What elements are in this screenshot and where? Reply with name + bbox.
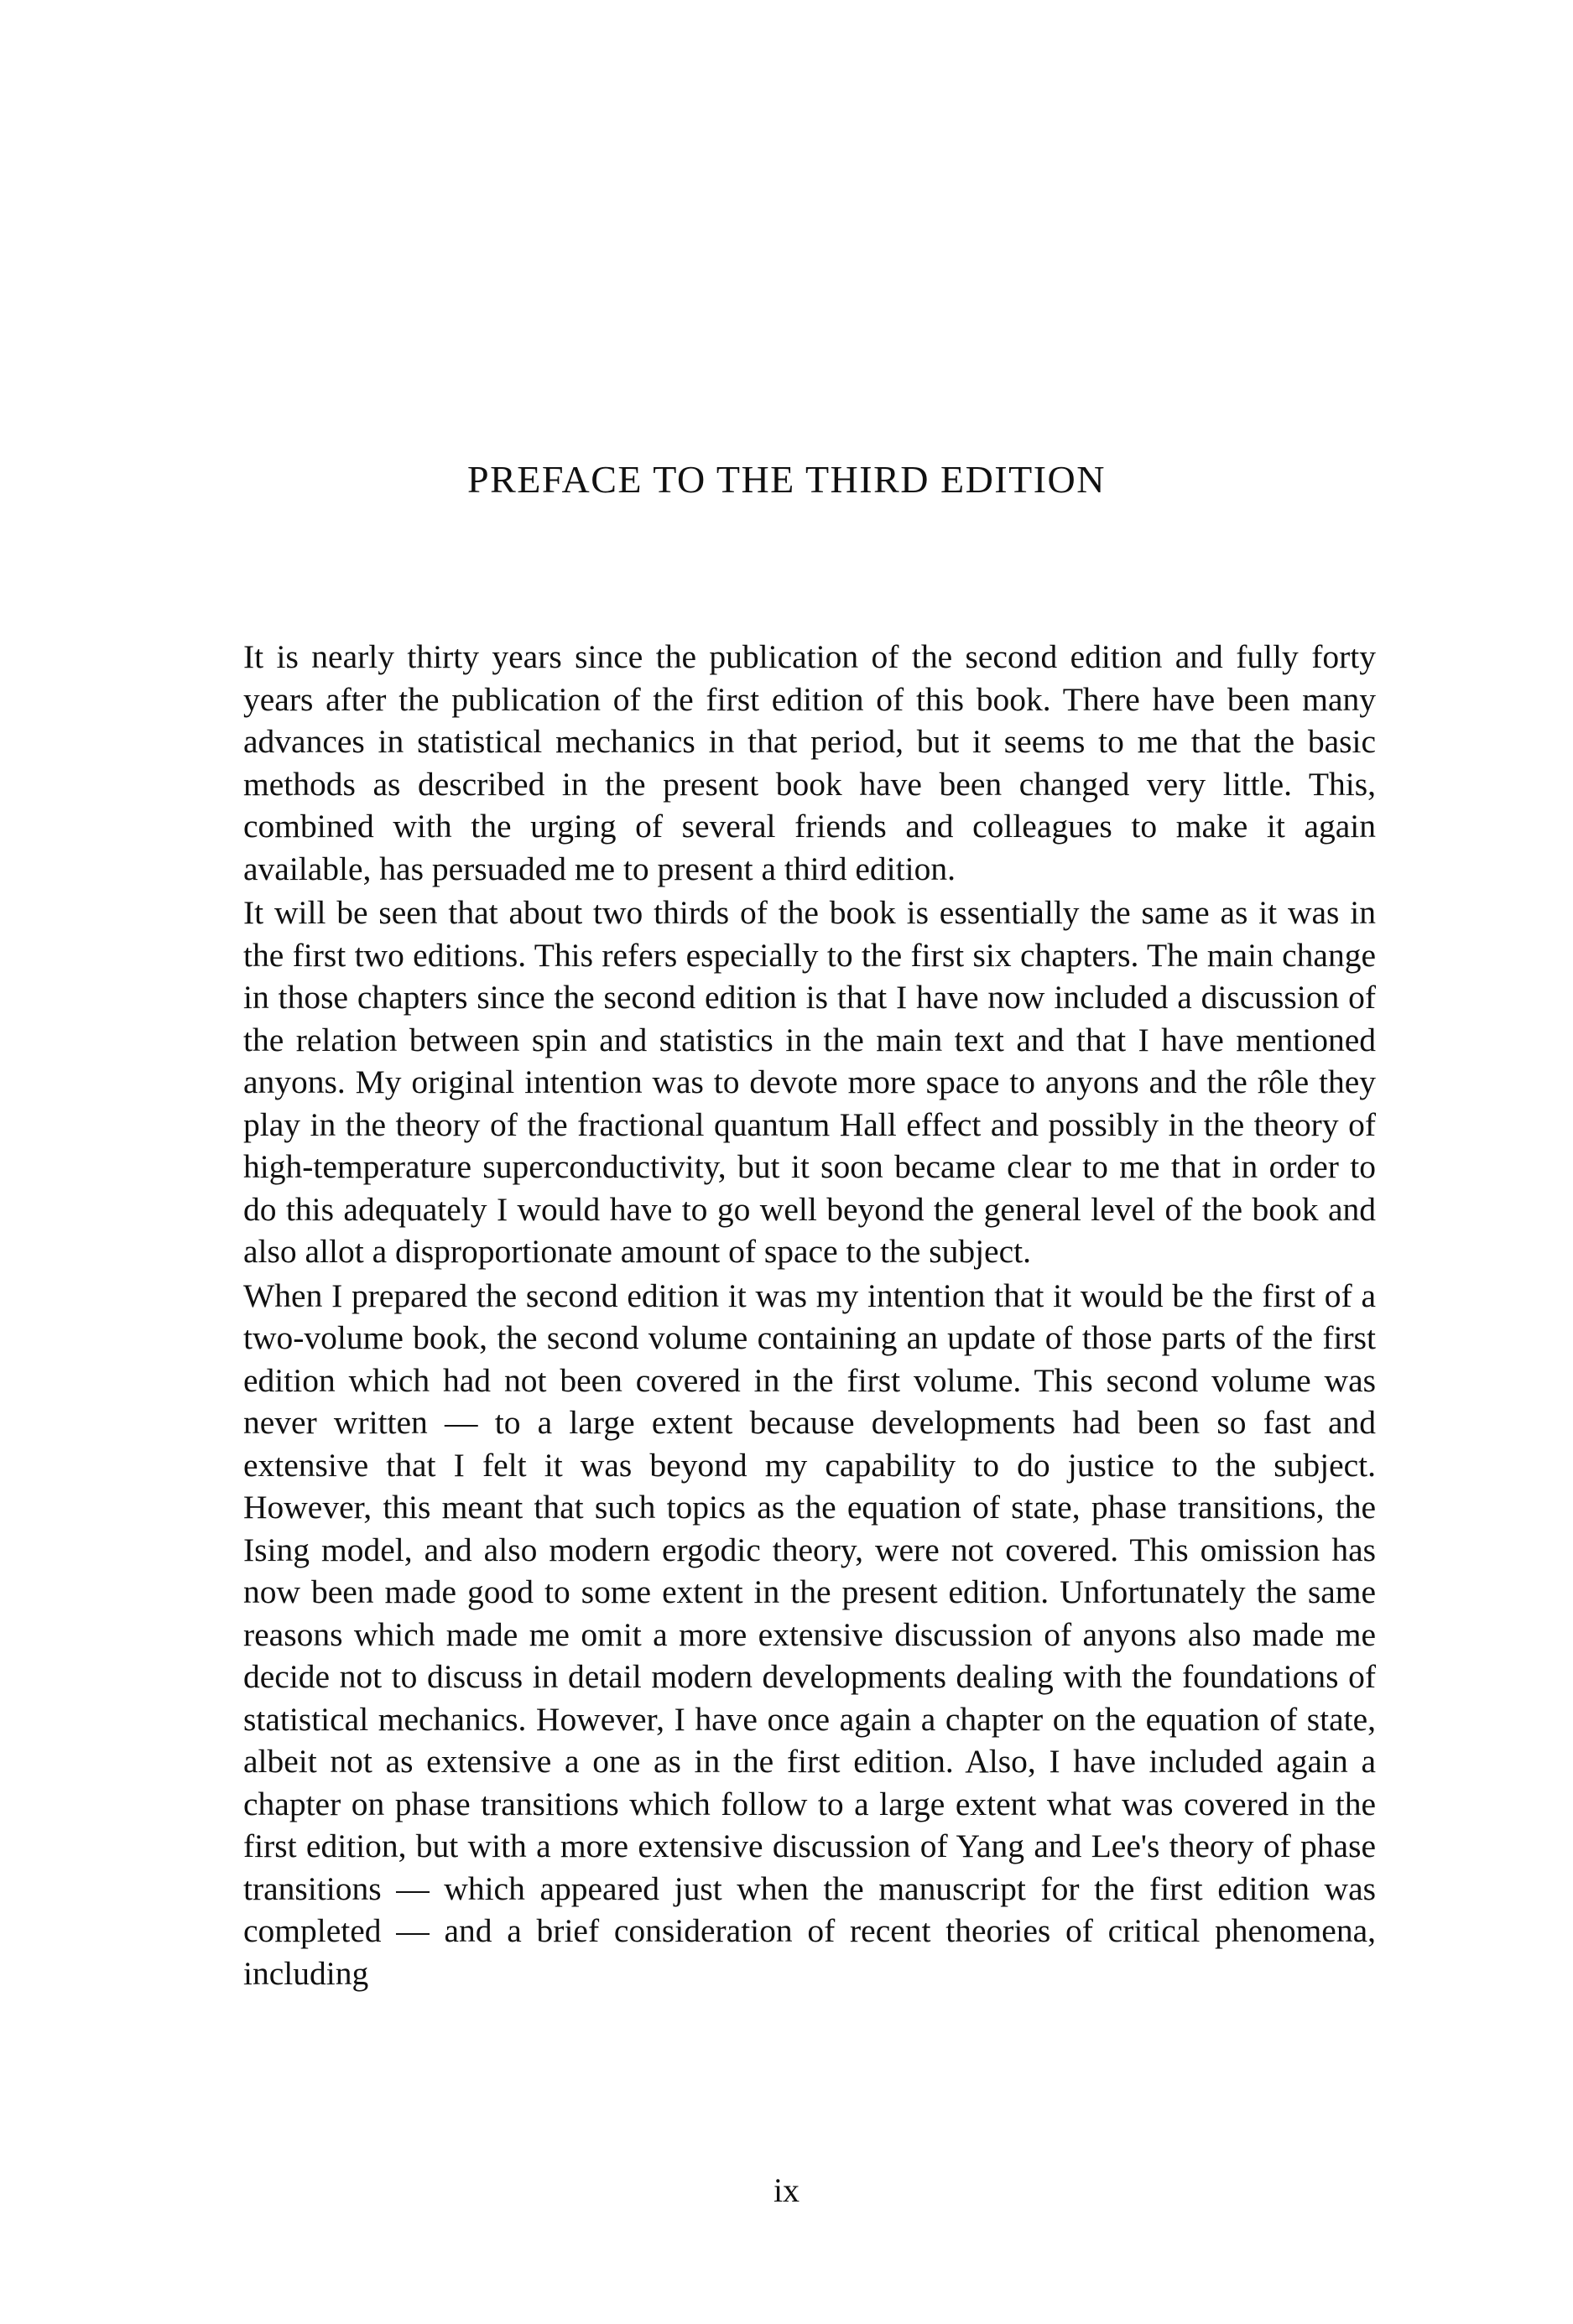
- page-title: PREFACE TO THE THIRD EDITION: [467, 458, 1106, 501]
- paragraph-3: When I prepared the second edition it was my intention that it would be the first of a two-volume book, the second volume containing an update of those parts of the first edition which had not been covered in the first volume. This second volume was never written — to a large extent because developments had been so fast and extensive that I felt it was beyond my capability to do justice to the subject. However, this meant that such topics as the equation of state, phase transitions, the Ising model, and also modern ergodic theory, were not covered. This omission has now been made good to some extent in the present edition. Unfortunately the same reasons which made me omit a more extensive discussion of anyons also made me decide not to discuss in detail modern developments dealing with the foundations of statistical mechanics. However, I have once again a chapter on the equation of state, albeit not as extensive a one as in the first edition. Also, I have included again a chapter on phase transitions which follow to a large extent what was covered in the first edition, but with a more extensive discussion of Yang and Lee's theory of phase transitions — which appeared just when the manuscript for the first edition was completed — and a brief consideration of recent theories of critical phenomena, including: [243, 1276, 1376, 1992]
- preface-body: [243, 636, 1376, 1996]
- page-number: ix: [773, 2171, 800, 2209]
- paragraph-1: It is nearly thirty years since the publication of the second edition and fully forty years after the publication of the first edition of this book. There have been many advances in statistical mechanics in that period, but it seems to me that the basic methods as described in the present book have been changed very little. This, combined with the urging of several friends and colleagues to make it again available, has persuaded me to present a third edition.: [243, 638, 1376, 887]
- paragraph-2: It will be seen that about two thirds of the book is essentially the same as it was in the first two editions. This refers especially to the first six chapters. The main change in those chapters since the second edition is that I have now included a discussion of the relation between spin and statistics in the main text and that I have mentioned anyons. My original intention was to devote more space to anyons and the rôle they play in the theory of the fractional quantum Hall effect and possibly in the theory of high-temperature superconductivity, but it soon became clear to me that in order to do this adequately I would have to go well beyond the general level of the book and also allot a disproportionate amount of space to the subject.: [243, 894, 1376, 1270]
